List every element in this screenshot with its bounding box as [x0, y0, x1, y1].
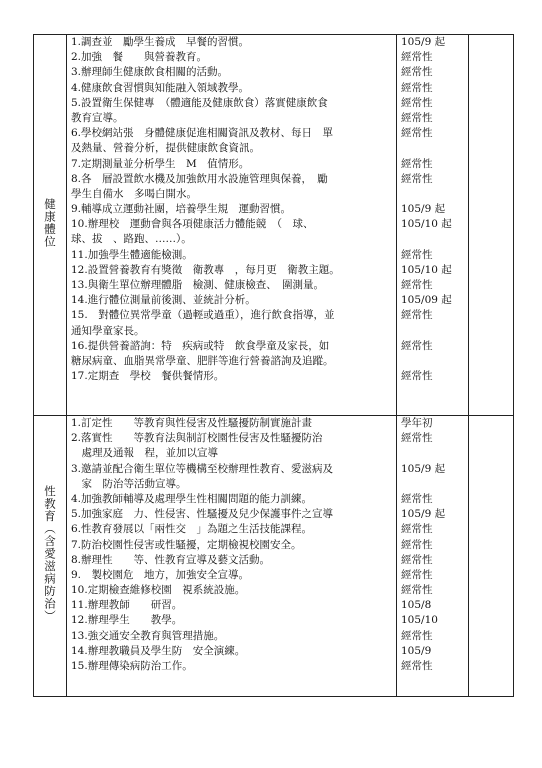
item-line: 7.定期測量並分析學生 M 值情形。 [71, 157, 250, 170]
time-value [397, 232, 468, 247]
item-line: 4.加強教師輔導及處理學生性相關問題的能力訓練。 [71, 492, 313, 505]
time-value: 105/9 起 [401, 36, 446, 48]
time-value: 經常性 [401, 51, 433, 64]
time-value [397, 477, 468, 492]
extra-cell [469, 35, 514, 416]
item-line: 17.定期查 學校 餐供餐情形。 [71, 370, 225, 383]
time-value [397, 446, 468, 461]
item-line: 11.辦理教師 研習。 [71, 599, 183, 612]
item-line: 5.加強家庭 力、性侵害、性騷擾及兒少保護事件之宣導 [71, 508, 334, 521]
time-value: 105/10 [401, 614, 438, 627]
time-value: 經常性 [401, 111, 433, 124]
item-line: 12.辦理學生 教學。 [71, 614, 183, 627]
item-line: 11.加強學生體適能檢測。 [71, 248, 193, 261]
time-value: 經常性 [401, 370, 433, 383]
time-value: 學年初 [401, 417, 433, 429]
item-line: 9.輔導成立運動社團，培養學生規 運動習慣。 [71, 203, 292, 216]
item-line: 1.調查並 勵學生養成 早餐的習慣。 [71, 36, 250, 48]
item-line: 處理及通報 程，並加以宣導 [71, 447, 218, 460]
item-line: 12.設置營養教育有獎徵 衛教專 ，每月更 衛教主題。 [71, 263, 340, 276]
time-value: 105/9 起 [401, 508, 446, 521]
category-label: 健康體位 [43, 198, 57, 248]
time-value: 經常性 [401, 660, 433, 672]
item-line: 家 防治等活動宣導。 [71, 477, 187, 490]
item-line: 5.設置衛生保健專 （體適能及健康飲食）落實健康飲食 [71, 96, 328, 109]
item-line: 2.落實性 等教育法與制訂校園性侵害及性騷擾防治 [71, 432, 323, 445]
time-value: 105/10 起 [401, 263, 452, 276]
time-value: 105/10 起 [401, 218, 452, 231]
category-cell [34, 416, 67, 697]
item-line: 13.與衛生單位辦理體脂 檢測、健康檢查、 圍測量。 [71, 279, 324, 291]
time-value: 105/9 起 [401, 203, 446, 216]
item-line: 6.學校網站張 身體健康促進相關資訊及教材、每日 單 [71, 127, 334, 140]
time-cell [397, 416, 469, 697]
time-value: 經常性 [401, 629, 433, 642]
extra-cell [469, 416, 514, 697]
time-value: 經常性 [401, 568, 433, 581]
item-line: 8.辦理性 等、性教育宣導及藝文活動。 [71, 553, 271, 566]
item-line: 3.邀請並配合衛生單位等機構至校辦理性教育、愛滋病及 [71, 462, 334, 475]
time-value: 105/9 [401, 644, 432, 657]
time-value [397, 187, 468, 202]
time-value [397, 324, 468, 339]
time-value: 經常性 [401, 248, 433, 261]
item-line: 糖尿病童、血脂異常學童、肥胖等進行營養諮詢及追蹤。 [71, 354, 334, 367]
plan-table [33, 34, 514, 697]
item-line: 7.防治校園性侵害或性騷擾，定期檢視校園安全。 [71, 538, 302, 551]
item-line: 8.各 層設置飲水機及加強飲用水設施管理與保養， 勵 [71, 172, 328, 185]
item-line: 16.提供營養諮詢：特 疾病或特 飲食學童及家長，如 [71, 339, 330, 352]
item-line: 6.性教育發展以「兩性交 」為題之生活技能課程。 [71, 523, 313, 536]
time-value: 105/8 [401, 599, 432, 612]
time-value: 經常性 [401, 432, 433, 445]
time-value: 經常性 [401, 172, 433, 185]
time-value: 經常性 [401, 553, 433, 566]
time-value: 經常性 [401, 279, 433, 291]
item-line: 13.強交通安全教育與管理措施。 [71, 629, 225, 642]
section-health [34, 35, 514, 416]
items-cell [67, 416, 397, 697]
item-line: 15.辦理傳染病防治工作。 [71, 660, 193, 672]
item-line: 15. 對體位異常學童（過輕或過重），進行飲食指導，並 [71, 309, 335, 322]
time-value: 105/09 起 [401, 294, 452, 307]
time-value: 經常性 [401, 66, 433, 79]
item-line: 1.訂定性 等教育與性侵害及性騷擾防制實施計畫 [71, 417, 313, 429]
item-line: 球、拔 、路跑、……）。 [71, 233, 192, 246]
item-line: 14.辦理教職員及學生防 安全演練。 [71, 644, 246, 657]
time-value: 經常性 [401, 339, 433, 352]
time-value: 經常性 [401, 492, 433, 505]
time-value: 經常性 [401, 96, 433, 109]
time-value: 經常性 [401, 538, 433, 551]
item-line: 教育宣導。 [71, 111, 124, 124]
items-cell [67, 35, 397, 416]
item-line: 10.辦理校 運動會與各項健康活力體能競 （ 球、 [71, 218, 314, 231]
item-line: 10.定期檢查維修校園 視系統設施。 [71, 584, 246, 597]
item-line: 通知學童家長。 [71, 324, 145, 337]
category-cell [34, 35, 67, 416]
time-value: 經常性 [401, 523, 433, 536]
time-value: 經常性 [401, 157, 433, 170]
time-value [397, 354, 468, 369]
time-value: 經常性 [401, 127, 433, 140]
item-line: 學生自備水 多喝白開水。 [71, 187, 197, 200]
time-value [397, 141, 468, 156]
item-line: 3.辦理師生健康飲食相關的活動。 [71, 66, 229, 79]
item-line: 2.加強 餐 與營養教育。 [71, 51, 208, 64]
category-label: 性教育（含愛滋病防治） [43, 485, 57, 623]
item-line: 4.健康飲食習慣與知能融入領域教學。 [71, 81, 250, 94]
item-line: 14.進行體位測量前後測、並統計分析。 [71, 294, 256, 307]
item-line: 及熱量、營養分析，提供健康飲食資訊。 [71, 142, 260, 155]
item-line: 9. 製校園危 地方，加強安全宣導。 [71, 568, 250, 581]
section-sex-education [34, 416, 514, 697]
time-cell [397, 35, 469, 416]
time-value: 經常性 [401, 309, 433, 322]
time-value: 105/9 起 [401, 462, 446, 475]
time-value: 經常性 [401, 81, 433, 94]
time-value: 經常性 [401, 584, 433, 597]
